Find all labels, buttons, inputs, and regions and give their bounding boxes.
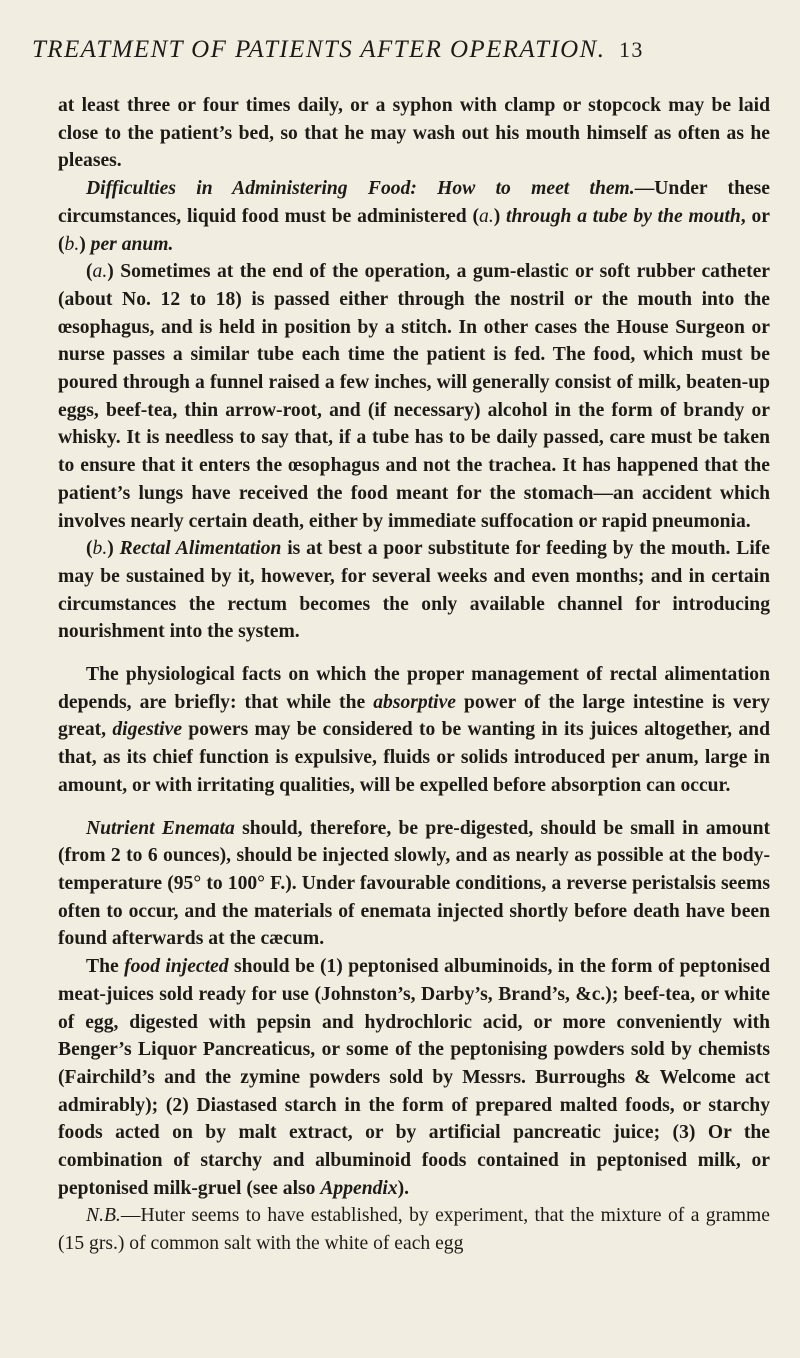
paragraph-text: ) <box>107 538 120 560</box>
nota-bene-marker: N.B. <box>86 1205 121 1227</box>
emphasis-per-anum: per anum. <box>90 233 174 255</box>
paragraph-text: is at best a poor substitute for feeding by the mouth. Life may be sustained by it, however, for several weeks and even months; and in certain circumstances the rectum becomes the only available channel for introducing nourishment into the system. <box>58 538 770 643</box>
paragraph-text: should, therefore, be pre-digested, should be small in amount (from 2 to 6 ounces), should be injected slowly, and as nearly as possible at the body-temperature (95° to 100° F.). Under favourable conditions, a reverse peristalsis seems often to occur, and the materials of enemata injected shortly before death have been found afterwards at the cæcum. <box>58 817 770 950</box>
paragraph-difficulties <box>58 175 770 258</box>
paragraph-text: —Under these circumstances, liquid food must be administered ( <box>58 178 771 227</box>
paragraph-text: ) Sometimes at the end of the operation, a gum-elastic or soft rubber catheter (about No. 12 to 18) is passed either through the nostril or the mouth into the œsophagus, and is held in position by a stitch. In other cases the House Surgeon or nurse passes a similar tube each time the patient is fed. The food, which must be poured through a funnel raised a few inches, will generally consist of milk, beaten-up eggs, beef-tea, thin arrow-root, and (if necessary) alcohol in the form of brandy or whisky. It is needless to say that, if a tube has to be daily passed, care must be taken to ensure that it enters the œsophagus and not the trachea. It has happened that the patient’s lungs have received the food meant for the stomach—an accident which involves nearly certain death, either by immediate suffocation or rapid pneumonia. <box>58 261 770 532</box>
paragraph-text: power of the large intestine is very great, <box>58 691 770 741</box>
paragraph-rectal-alimentation <box>58 535 770 646</box>
paragraph-text: The physiological facts on which the proper management of rectal alimentation depends, are briefly: that while the <box>58 664 770 713</box>
paragraph-physiological-facts <box>58 661 770 800</box>
paragraph-nota-bene <box>58 1202 770 1257</box>
paragraph-text: The <box>86 956 125 978</box>
paragraph-text: ( <box>86 261 93 283</box>
paragraph-nutrient-enemata <box>58 815 770 954</box>
paragraph-text: ) <box>79 233 91 255</box>
section-heading-rectal: Rectal Alimentation <box>119 538 282 560</box>
paragraph-text: powers may be considered to be wanting in its juices altogether, and that, as its chief function is expulsive, fluids or solids introduced per anum, large in amount, or with irritating qualities, will be expelled before absorption can occur. <box>58 719 770 796</box>
paragraph-text: ( <box>86 538 93 560</box>
section-heading-nutrient-enemata: Nutrient Enemata <box>86 817 235 839</box>
list-marker: b. <box>92 538 108 560</box>
paragraph-text: ). <box>397 1177 410 1199</box>
paragraph-text: —Huter seems to have established, by experiment, that the mixture of a gramme (15 grs.) of common salt with the white of each egg <box>58 1205 770 1255</box>
emphasis-food-injected: food injected <box>124 956 229 978</box>
emphasis-appendix: Appendix <box>320 1177 398 1199</box>
paragraph-text: should be (1) peptonised albuminoids, in the form of peptonised meat-juices sold ready for use (Johnston’s, Darby’s, Brand’s, &c.); beef-tea, or white of egg, digested with pepsin and hydrochloric acid, or more conveniently with Benger’s Liquor Pancreaticus, or some of the peptonising powders sold by chemists (Fairchild’s and the zymine powders sold by Messrs. Burroughs & Welcome act admirably); (2) Diastased starch in the form of prepared malted foods, or starchy foods acted on by malt extract, or by artificial pancreatic juice; (3) Or the combination of starchy and albuminoid foods contained in peptonised milk, or peptonised milk-gruel (see also <box>58 956 770 1199</box>
page-number: 13 <box>619 37 644 62</box>
paragraph-food-injected <box>58 953 770 1202</box>
list-marker: a. <box>92 261 108 283</box>
paragraph-text: at least three or four times daily, or a syphon with clamp or stopcock may be laid close to the patient’s bed, so that he may wash out his mouth himself as often as he pleases. <box>58 95 770 172</box>
emphasis-digestive: digestive <box>112 719 183 741</box>
emphasis-absorptive: absorptive <box>373 691 456 713</box>
emphasis-through-tube: through a tube by the mouth <box>506 205 741 227</box>
running-header <box>32 36 772 64</box>
paragraph-text: ) <box>493 205 507 227</box>
paragraph-continuation <box>58 92 770 175</box>
list-marker: b. <box>64 233 80 255</box>
running-title: TREATMENT OF PATIENTS AFTER OPERATION. <box>32 36 606 63</box>
body-text <box>58 92 770 1258</box>
paragraph-text: , or ( <box>58 205 770 255</box>
list-marker: a. <box>479 205 494 227</box>
paragraph-tube-feeding <box>58 258 770 535</box>
section-heading-difficulties: Difficulties in Administering Food: How to meet them. <box>86 178 635 200</box>
